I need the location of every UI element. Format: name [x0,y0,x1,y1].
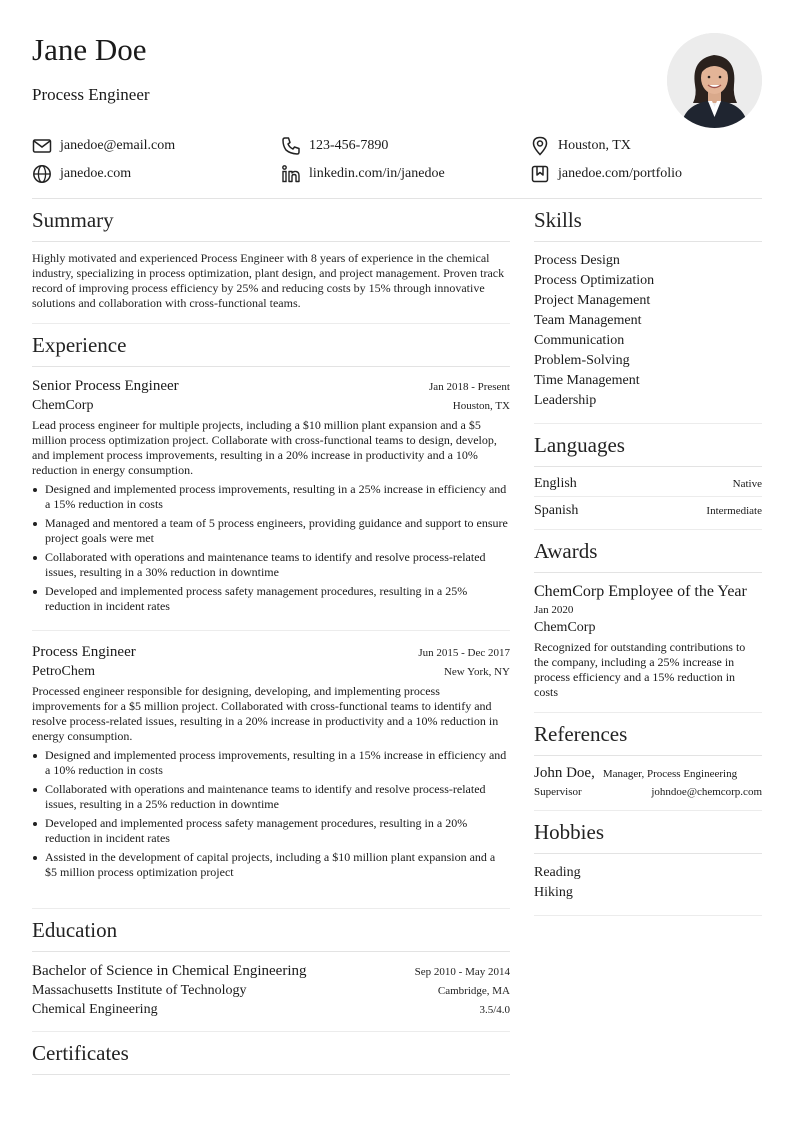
skill-item: Problem-Solving [534,353,630,368]
award-name: ChemCorp Employee of the Year [534,583,747,600]
certificates-section [32,1032,510,1075]
left-column [32,199,510,1075]
skill-item: Leadership [534,393,597,408]
job-location: New York, NY [443,666,510,678]
language-level: Intermediate [706,505,762,517]
skill-item: Project Management [534,293,651,308]
certificates-heading: Certificates [32,1032,510,1075]
reference-relation: Supervisor [534,786,582,798]
award-date: Jan 2020 [534,604,574,616]
skill-item: Communication [534,333,625,348]
skills-section [534,199,762,424]
job-bullet: Collaborated with operations and maintenance teams to identify and resolve process-related issues, resulting in a 25% reduction in downtime [32,782,510,812]
experience-heading: Experience [32,324,510,367]
skill-item: Process Optimization [534,273,655,288]
summary-text: Highly motivated and experienced Process Engineer with 8 years of experience in the chemical industry, specializing in process optimization, plant design, and project management. Proven track record of improving process efficiency by 25% and reducing costs by 15% through innovative solutions and collaboration with cross-functional teams. [32,251,505,310]
language-name: English [534,476,577,491]
job-bullets [32,748,510,880]
reference-email[interactable]: johndoe@chemcorp.com [651,786,762,798]
job-title: Senior Process Engineer [32,378,179,394]
job-bullet: Managed and mentored a team of 5 process engineers, providing guidance and support to ensure project goals were met [32,516,510,546]
job-bullet: Designed and implemented process improvements, resulting in a 25% increase in efficiency and a 15% reduction in costs [32,482,510,512]
job-location: Houston, TX [452,400,510,412]
skill-item: Time Management [534,373,640,388]
experience-item [32,376,510,630]
contact-linkedin-text[interactable]: linkedin.com/in/janedoe [309,166,445,181]
contact-location [530,136,762,156]
awards-heading: Awards [534,530,762,573]
hobbies-heading: Hobbies [534,811,762,854]
education-degree: Bachelor of Science in Chemical Engineering [32,963,307,979]
profile-photo [667,33,762,128]
resume-columns [32,199,762,1075]
job-dates: Jan 2018 - Present [429,381,510,393]
summary-heading: Summary [32,199,510,242]
contact-website-text[interactable]: janedoe.com [60,166,132,181]
contact-email[interactable] [32,136,281,156]
candidate-name: Jane Doe [32,32,147,67]
reference-role: Manager, Process Engineering [602,768,738,780]
globe-icon [32,164,52,184]
education-section [32,909,510,1032]
phone-icon [281,136,301,156]
education-dates: Sep 2010 - May 2014 [414,966,510,978]
job-company: PetroChem [32,664,95,679]
job-description: Lead process engineer for multiple projects, including a $10 million plant expansion and a $5 million process optimization project. Collaborate with cross-functional teams to design, develop, and implement process improvements, resulting in a 20% increase in productivity and a 10% reduction in energy consumption. [32,418,497,477]
contact-email-text[interactable]: janedoe@email.com [60,138,176,153]
summary-section [32,199,510,324]
job-company: ChemCorp [32,398,94,413]
languages-section [534,424,762,530]
mail-icon [32,136,52,156]
profile-photo-illustration [667,33,762,128]
education-gpa: 3.5/4.0 [479,1004,510,1016]
hobby-item: Hiking [534,885,573,900]
award-description: Recognized for outstanding contributions to the company, including a 25% increase in process efficiency and a 15% reduction in costs [534,640,746,699]
location-icon [530,136,550,156]
language-level: Native [732,478,762,490]
job-description: Processed engineer responsible for designing, developing, and implementing process improvements for a $5 million project. Collaborated with cross-functional teams to identify and resolve process-related issues, resulting in a 20% increase in productivity and a 10% reduction in energy consumption. [32,684,499,743]
portfolio-icon [530,164,550,184]
education-location: Cambridge, MA [437,985,510,997]
languages-heading: Languages [534,424,762,467]
education-school: Massachusetts Institute of Technology [32,983,247,998]
references-heading: References [534,713,762,756]
contact-phone[interactable] [281,136,530,156]
job-bullet: Assisted in the development of capital projects, including a $10 million plant expansion and a $5 million process optimization project [32,850,510,880]
linkedin-icon [281,164,301,184]
contact-portfolio[interactable] [530,164,762,184]
references-section [534,713,762,811]
job-bullet: Collaborated with operations and maintenance teams to identify and resolve process-related issues, resulting in a 30% reduction in downtime [32,550,510,580]
reference-name: John Doe, [534,765,595,781]
contact-phone-text[interactable]: 123-456-7890 [309,138,389,153]
contact-location-text: Houston, TX [558,138,631,153]
language-name: Spanish [534,503,579,518]
experience-item [32,630,510,896]
language-item [534,496,762,523]
experience-section [32,324,510,909]
resume-header [32,30,762,130]
education-field: Chemical Engineering [32,1002,158,1017]
job-title: Process Engineer [32,644,136,660]
job-bullet: Designed and implemented process improvements, resulting in a 15% increase in efficiency and a 10% reduction in costs [32,748,510,778]
right-column [534,199,762,1075]
job-bullet: Developed and implemented process safety management procedures, resulting in a 20% reduction in incident rates [32,816,510,846]
contact-website[interactable] [32,164,281,184]
language-item [534,472,762,496]
contact-list [32,136,762,184]
candidate-title: Process Engineer [32,85,150,104]
skill-item: Process Design [534,253,620,268]
job-bullets [32,482,510,614]
contact-linkedin[interactable] [281,164,530,184]
job-dates: Jun 2015 - Dec 2017 [418,647,510,659]
job-bullet: Developed and implemented process safety management procedures, resulting in a 25% reduction in incident rates [32,584,510,614]
skill-item: Team Management [534,313,642,328]
education-heading: Education [32,909,510,952]
hobbies-section [534,811,762,916]
hobby-item: Reading [534,865,581,880]
contact-portfolio-text[interactable]: janedoe.com/portfolio [558,166,683,181]
resume-page [32,30,762,1075]
awards-section [534,530,762,713]
skills-heading: Skills [534,199,762,242]
award-organization: ChemCorp [534,620,596,635]
